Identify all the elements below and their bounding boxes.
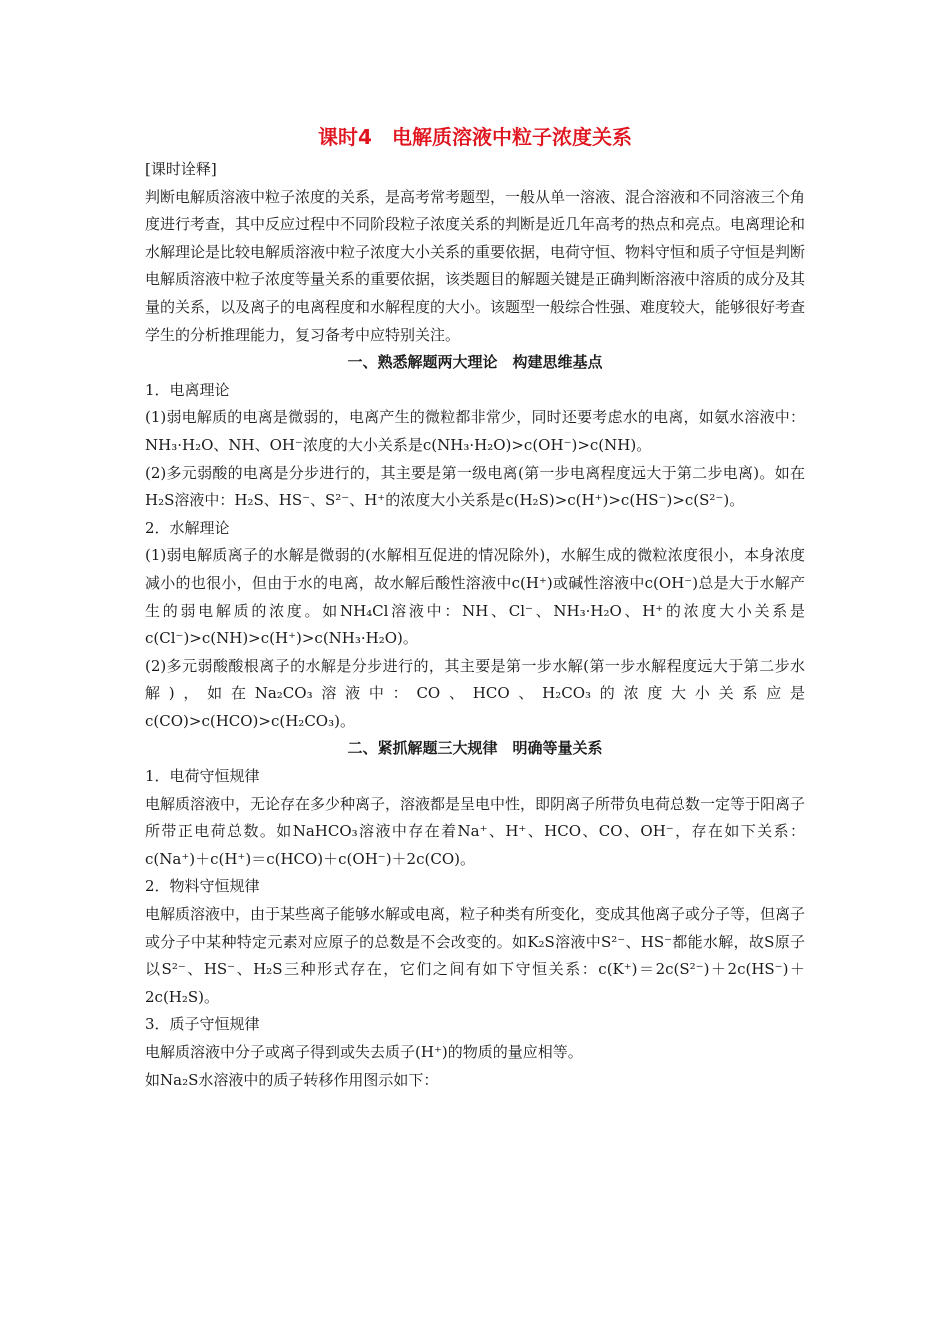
section1-subheading-ionization: 1．电离理论 (145, 380, 230, 399)
section1-paragraph-2: (2)多元弱酸的电离是分步进行的，其主要是第一级电离(第一步电离程度远大于第二步电离)。如在H₂S溶液中：H₂S、HS⁻、S²⁻、H⁺的浓度大小关系是c(H₂S)>c(H⁺)>c(HS⁻)>c(S²⁻)。 (145, 463, 805, 510)
section2-paragraph-3: 电解质溶液中分子或离子得到或失去质子(H⁺)的物质的量应相等。 (145, 1043, 583, 1061)
section1-paragraph-3: (1)弱电解质离子的水解是微弱的(水解相互促进的情况除外)，水解生成的微粒浓度很小，本身浓度减小的也很小，但由于水的电离，故水解后酸性溶液中c(H⁺)或碱性溶液中c(OH⁻)总是大于水解产生的弱电解质的浓度。如NH₄Cl溶液中：NH、Cl⁻、NH₃·H₂O、H⁺的浓度大小关系是c(Cl⁻)>c(NH)>c(H⁺)>c(NH₃·H₂O)。 (145, 546, 805, 648)
section1-paragraph-4: (2)多元弱酸酸根离子的水解是分步进行的，其主要是第一步水解(第一步水解程度远大于第二步水解)，如在Na₂CO₃溶液中：CO、HCO、H₂CO₃的浓度大小关系应是c(CO)>c(HCO)>c(H₂CO₃)。 (145, 656, 805, 730)
section1-heading: 一、熟悉解题两大理论 构建思维基点 (347, 353, 603, 372)
section2-subheading-proton: 3．质子守恒规律 (145, 1015, 260, 1034)
section2-subheading-charge: 1．电荷守恒规律 (145, 767, 260, 786)
section2-heading: 二、紧抓解题三大规律 明确等量关系 (347, 739, 603, 758)
section2-paragraph-2: 电解质溶液中，由于某些离子能够水解或电离，粒子种类有所变化，变成其他离子或分子等，但离子或分子中某种特定元素对应原子的总数是不会改变的。如K₂S溶液中S²⁻、HS⁻都能水解，故S原子以S²⁻、HS⁻、H₂S三种形式存在，它们之间有如下守恒关系：c(K⁺)＝2c(S²⁻)＋2c(HS⁻)＋2c(H₂S)。 (145, 905, 806, 1006)
section1-paragraph-1: (1)弱电解质的电离是微弱的，电离产生的微粒都非常少，同时还要考虑水的电离，如氨水溶液中：NH₃·H₂O、NH、OH⁻浓度的大小关系是c(NH₃·H₂O)>c(OH⁻)>c(NH)。 (145, 408, 805, 454)
document-page (145, 118, 805, 1094)
page-title: 课时4 电解质溶液中粒子浓度关系 (318, 125, 632, 149)
section1-subheading-hydrolysis: 2．水解理论 (145, 518, 230, 537)
section2-subheading-material: 2．物料守恒规律 (145, 877, 260, 896)
intro-paragraph: 判断电解质溶液中粒子浓度的关系，是高考常考题型，一般从单一溶液、混合溶液和不同溶液三个角度进行考查，其中反应过程中不同阶段粒子浓度关系的判断是近几年高考的热点和亮点。电离理论和水解理论是比较电解质溶液中粒子浓度大小关系的重要依据，电荷守恒、物料守恒和质子守恒是判断电解质溶液中粒子浓度等量关系的重要依据，该类题目的解题关键是正确判断溶液中溶质的成分及其量的关系，以及离子的电离程度和水解程度的大小。该题型一般综合性强、难度较大，能够很好考查学生的分析推理能力，复习备考中应特别关注。 (145, 187, 806, 344)
section2-paragraph-4: 如Na₂S水溶液中的质子转移作用图示如下： (145, 1070, 439, 1089)
section2-paragraph-1: 电解质溶液中，无论存在多少种离子，溶液都是呈电中性，即阴离子所带负电荷总数一定等于阳离子所带正电荷总数。如NaHCO₃溶液中存在着Na⁺、H⁺、HCO、CO、OH⁻，存在如下关系：c(Na⁺)＋c(H⁺)＝c(HCO)＋c(OH⁻)＋2c(CO)。 (145, 794, 806, 868)
section-label: [课时诠释] (145, 160, 217, 178)
